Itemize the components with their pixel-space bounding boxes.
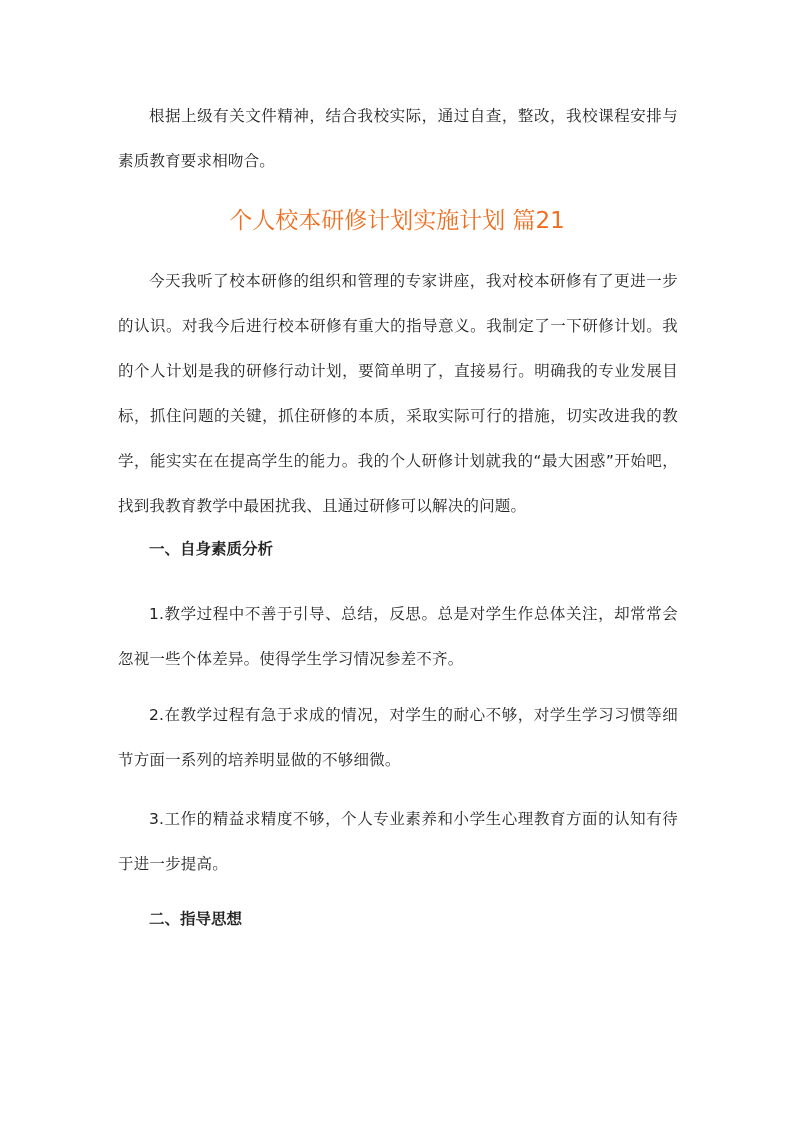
item-3-block — [118, 797, 678, 887]
heading-guiding-ideology: 二、指导思想 — [149, 910, 243, 928]
heading-2-block — [118, 897, 678, 942]
list-item-2: 2.在教学过程有急于求成的情况，对学生的耐心不够，对学生学习习惯等细节方面一系列的培养明显做的不够细微。 — [118, 706, 678, 769]
item-2-block — [118, 693, 678, 783]
heading-self-analysis: 一、自身素质分析 — [149, 540, 274, 558]
list-item-1: 1.教学过程中不善于引导、总结，反思。总是对学生作总体关注，却常常会忽视一些个体差异。使得学生学习情况参差不齐。 — [118, 605, 678, 668]
item-1-block — [118, 592, 678, 682]
heading-1-block — [118, 527, 678, 572]
list-item-3: 3.工作的精益求精度不够，个人专业素养和小学生心理教育方面的认知有待于进一步提高。 — [118, 810, 678, 873]
body-block — [118, 259, 678, 529]
section-title: 个人校本研修计划实施计划 篇21 — [229, 208, 565, 234]
body-paragraph: 今天我听了校本研修的组织和管理的专家讲座，我对校本研修有了更进一步的认识。对我今后进行校本研修有重大的指导意义。我制定了一下研修计划。我的个人计划是我的研修行动计划，要简单明了，直接易行。明确我的专业发展目标，抓住问题的关键，抓住研修的本质，采取实际可行的措施，切实改进我的教学，能实实在在提高学生的能力。我的个人研修计划就我的“最大困惑”开始吧，找到我教育教学中最困扰我、且通过研修可以解决的问题。 — [118, 272, 678, 515]
intro-paragraph: 根据上级有关文件精神，结合我校实际，通过自查，整改，我校课程安排与素质教育要求相吻合。 — [118, 107, 678, 170]
intro-block — [118, 94, 678, 184]
